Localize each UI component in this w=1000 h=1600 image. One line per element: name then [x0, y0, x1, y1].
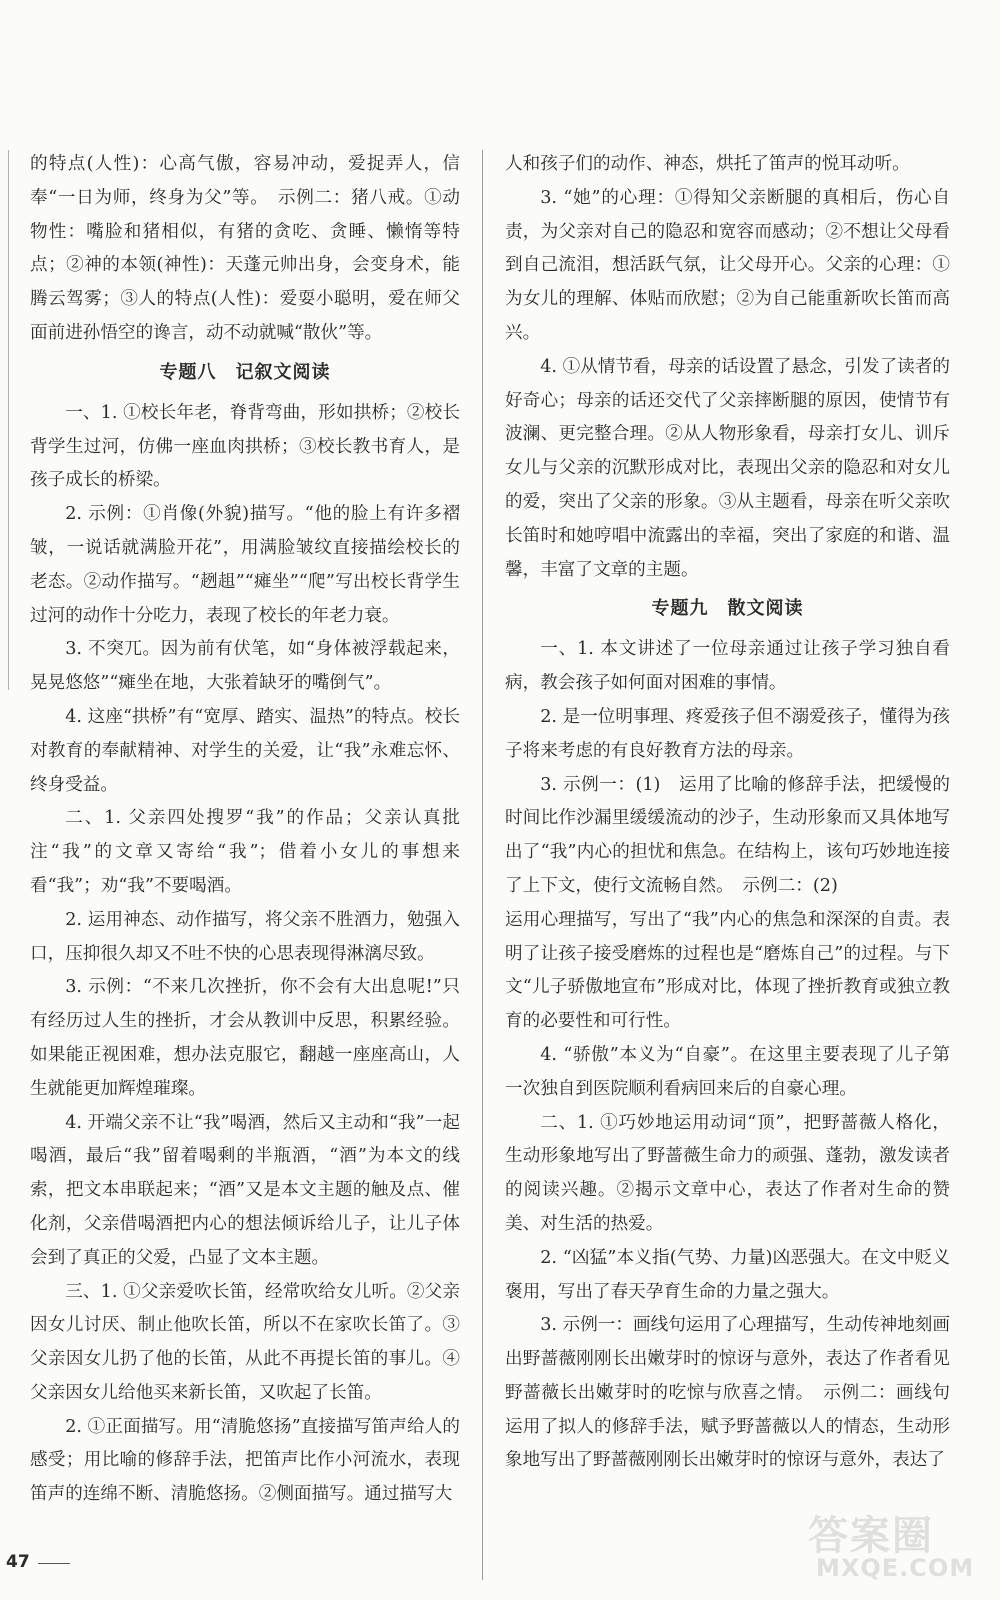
paragraph: 一、1. ①校长年老，脊背弯曲，形如拱桥；②校长背学生过河，仿佛一座血肉拱桥；③校长教书育人，是孩子成长的桥梁。	[30, 402, 460, 491]
section-heading-8: 专题八 记叙文阅读	[159, 361, 331, 383]
paragraph: 运用心理描写，写出了“我”内心的焦急和深深的自责。表明了让孩子接受磨炼的过程也是“磨炼自己”的过程。与下文“儿子骄傲地宣布”形成对比，体现了挫折教育或独立教育的必要性和可行性。	[505, 909, 950, 1032]
paragraph: 4. 开端父亲不让“我”喝酒，然后又主动和“我”一起喝酒，最后“我”留着喝剩的半瓶酒，“酒”为本文的线索，把文本串联起来；“酒”又是本文主题的触及点、催化剂，父亲借喝酒把内心的想法倾诉给儿子，让儿子体会到了真正的父爱，凸显了文本主题。	[30, 1112, 460, 1268]
left-column	[30, 148, 460, 1512]
paragraph: 3. 不突兀。因为前有伏笔，如“身体被浮载起来，晃晃悠悠”“瘫坐在地，大张着缺牙的嘴倒气”。	[30, 639, 460, 694]
paragraph: 3. 示例：“不来几次挫折，你不会有大出息呢!”只有经历过人生的挫折，才会从教训中反思，积累经验。如果能正视困难，想办法克服它，翻越一座座高山，人生就能更加辉煌璀璨。	[30, 977, 460, 1099]
section-heading-9: 专题九 散文阅读	[651, 598, 804, 620]
paragraph: 2. “凶猛”本义指(气势、力量)凶恶强大。在文中贬义褒用，写出了春天孕育生命的力量之强大。	[505, 1247, 950, 1302]
page-number-dash	[38, 1563, 70, 1564]
paragraph: 2. 示例：①肖像(外貌)描写。“他的脸上有许多褶皱，一说话就满脸开花”，用满脸皱纹直接描绘校长的老态。②动作描写。“趔趄”“瘫坐”“爬”写出校长背学生过河的动作十分吃力，表现了校长的年老力衰。	[30, 504, 460, 626]
watermark-logo-text: 答案圈	[808, 1513, 934, 1559]
paragraph: 的特点(人性)：心高气傲，容易冲动，爱捉弄人，信奉“一日为师，终身为父”等。 示例二：猪八戒。①动物性：嘴脸和猪相似，有猪的贪吃、贪睡、懒惰等特点；②神的本领(神性)：天蓬元帅出身，会变身术，能腾云驾雾；③人的特点(人性)：爱耍小聪明，爱在师父面前进孙悟空的谗言，动不动就喊“散伙”等。	[30, 154, 460, 343]
paragraph: 4. ①从情节看，母亲的话设置了悬念，引发了读者的好奇心；母亲的话还交代了父亲摔断腿的原因，使情节有波澜、更完整合理。②从人物形象看，母亲打女儿、训斥女儿与父亲的沉默形成对比，表现出父亲的隐忍和对女儿的爱，突出了父亲的形象。③从主题看，母亲在听父亲吹长笛时和她哼唱中流露出的幸福，突出了家庭的和谐、温馨，丰富了文章的主题。	[505, 356, 950, 580]
paragraph: 3. 示例一：画线句运用了心理描写，生动传神地刻画出野蔷薇刚刚长出嫩芽时的惊讶与意外，表达了作者看见野蔷薇长出嫩芽时的吃惊与欣喜之情。 示例二：画线句运用了拟人的修辞手法，赋予野蔷薇以人的情态，生动形象地写出了野蔷薇刚刚长出嫩芽时的惊讶与意外，表达了	[505, 1315, 950, 1471]
paragraph: 三、1. ①父亲爱吹长笛，经常吹给女儿听。②父亲因女儿讨厌、制止他吹长笛，所以不在家吹长笛了。③父亲因女儿扔了他的长笛，从此不再提长笛的事儿。④父亲因女儿给他买来新长笛，又吹起了长笛。	[30, 1281, 460, 1403]
paragraph: 3. 示例一：(1) 运用了比喻的修辞手法，把缓慢的时间比作沙漏里缓缓流动的沙子，生动形象而又具体地写出了“我”内心的担忧和焦急。在结构上，该句巧妙地连接了上下文，使行文流畅自然。 示例二：(2)	[505, 774, 950, 896]
paragraph: 4. “骄傲”本义为“自豪”。在这里主要表现了儿子第一次独自到医院顺利看病回来后的自豪心理。	[505, 1044, 950, 1099]
paragraph: 一、1. 本文讲述了一位母亲通过让孩子学习独自看病，教会孩子如何面对困难的事情。	[505, 639, 950, 694]
paragraph: 人和孩子们的动作、神态，烘托了笛声的悦耳动听。	[505, 154, 910, 174]
paragraph: 3. “她”的心理：①得知父亲断腿的真相后，伤心自责，为父亲对自己的隐忍和宽容而感动；②不想让父母看到自己流泪，想活跃气氛，让父母开心。父亲的心理：①为女儿的理解、体贴而欣慰；②为自己能重新吹长笛而高兴。	[505, 187, 950, 343]
column-divider	[482, 150, 483, 1580]
site-watermark-logo	[802, 1504, 975, 1594]
paragraph: 4. 这座“拱桥”有“宽厚、踏实、温热”的特点。校长对教育的奉献精神、对学生的关爱，让“我”永难忘怀、终身受益。	[30, 706, 460, 795]
left-margin-line	[8, 150, 9, 690]
paragraph: 二、1. ①巧妙地运用动词“顶”，把野蔷薇人格化，生动形象地写出了野蔷薇生命力的顽强、蓬勃，激发读者的阅读兴趣。②揭示文章中心，表达了作者对生命的赞美、对生活的热爱。	[505, 1112, 950, 1234]
paragraph: 2. 运用神态、动作描写，将父亲不胜酒力，勉强入口，压抑很久却又不吐不快的心思表现得淋漓尽致。	[30, 909, 460, 964]
watermark-site-text: MXQE.COM	[816, 1554, 975, 1582]
right-column	[505, 148, 950, 1478]
paragraph: 2. 是一位明事理、疼爱孩子但不溺爱孩子，懂得为孩子将来考虑的有良好教育方法的母亲。	[505, 706, 950, 761]
page-number: 47	[6, 1552, 30, 1572]
paragraph: 二、1. 父亲四处搜罗“我”的作品；父亲认真批注“我”的文章又寄给“我”；借着小女儿的事想来看“我”；劝“我”不要喝酒。	[30, 808, 460, 896]
paragraph: 2. ①正面描写。用“清脆悠扬”直接描写笛声给人的感受；用比喻的修辞手法，把笛声比作小河流水，表现笛声的连绵不断、清脆悠扬。②侧面描写。通过描写大	[30, 1416, 460, 1505]
